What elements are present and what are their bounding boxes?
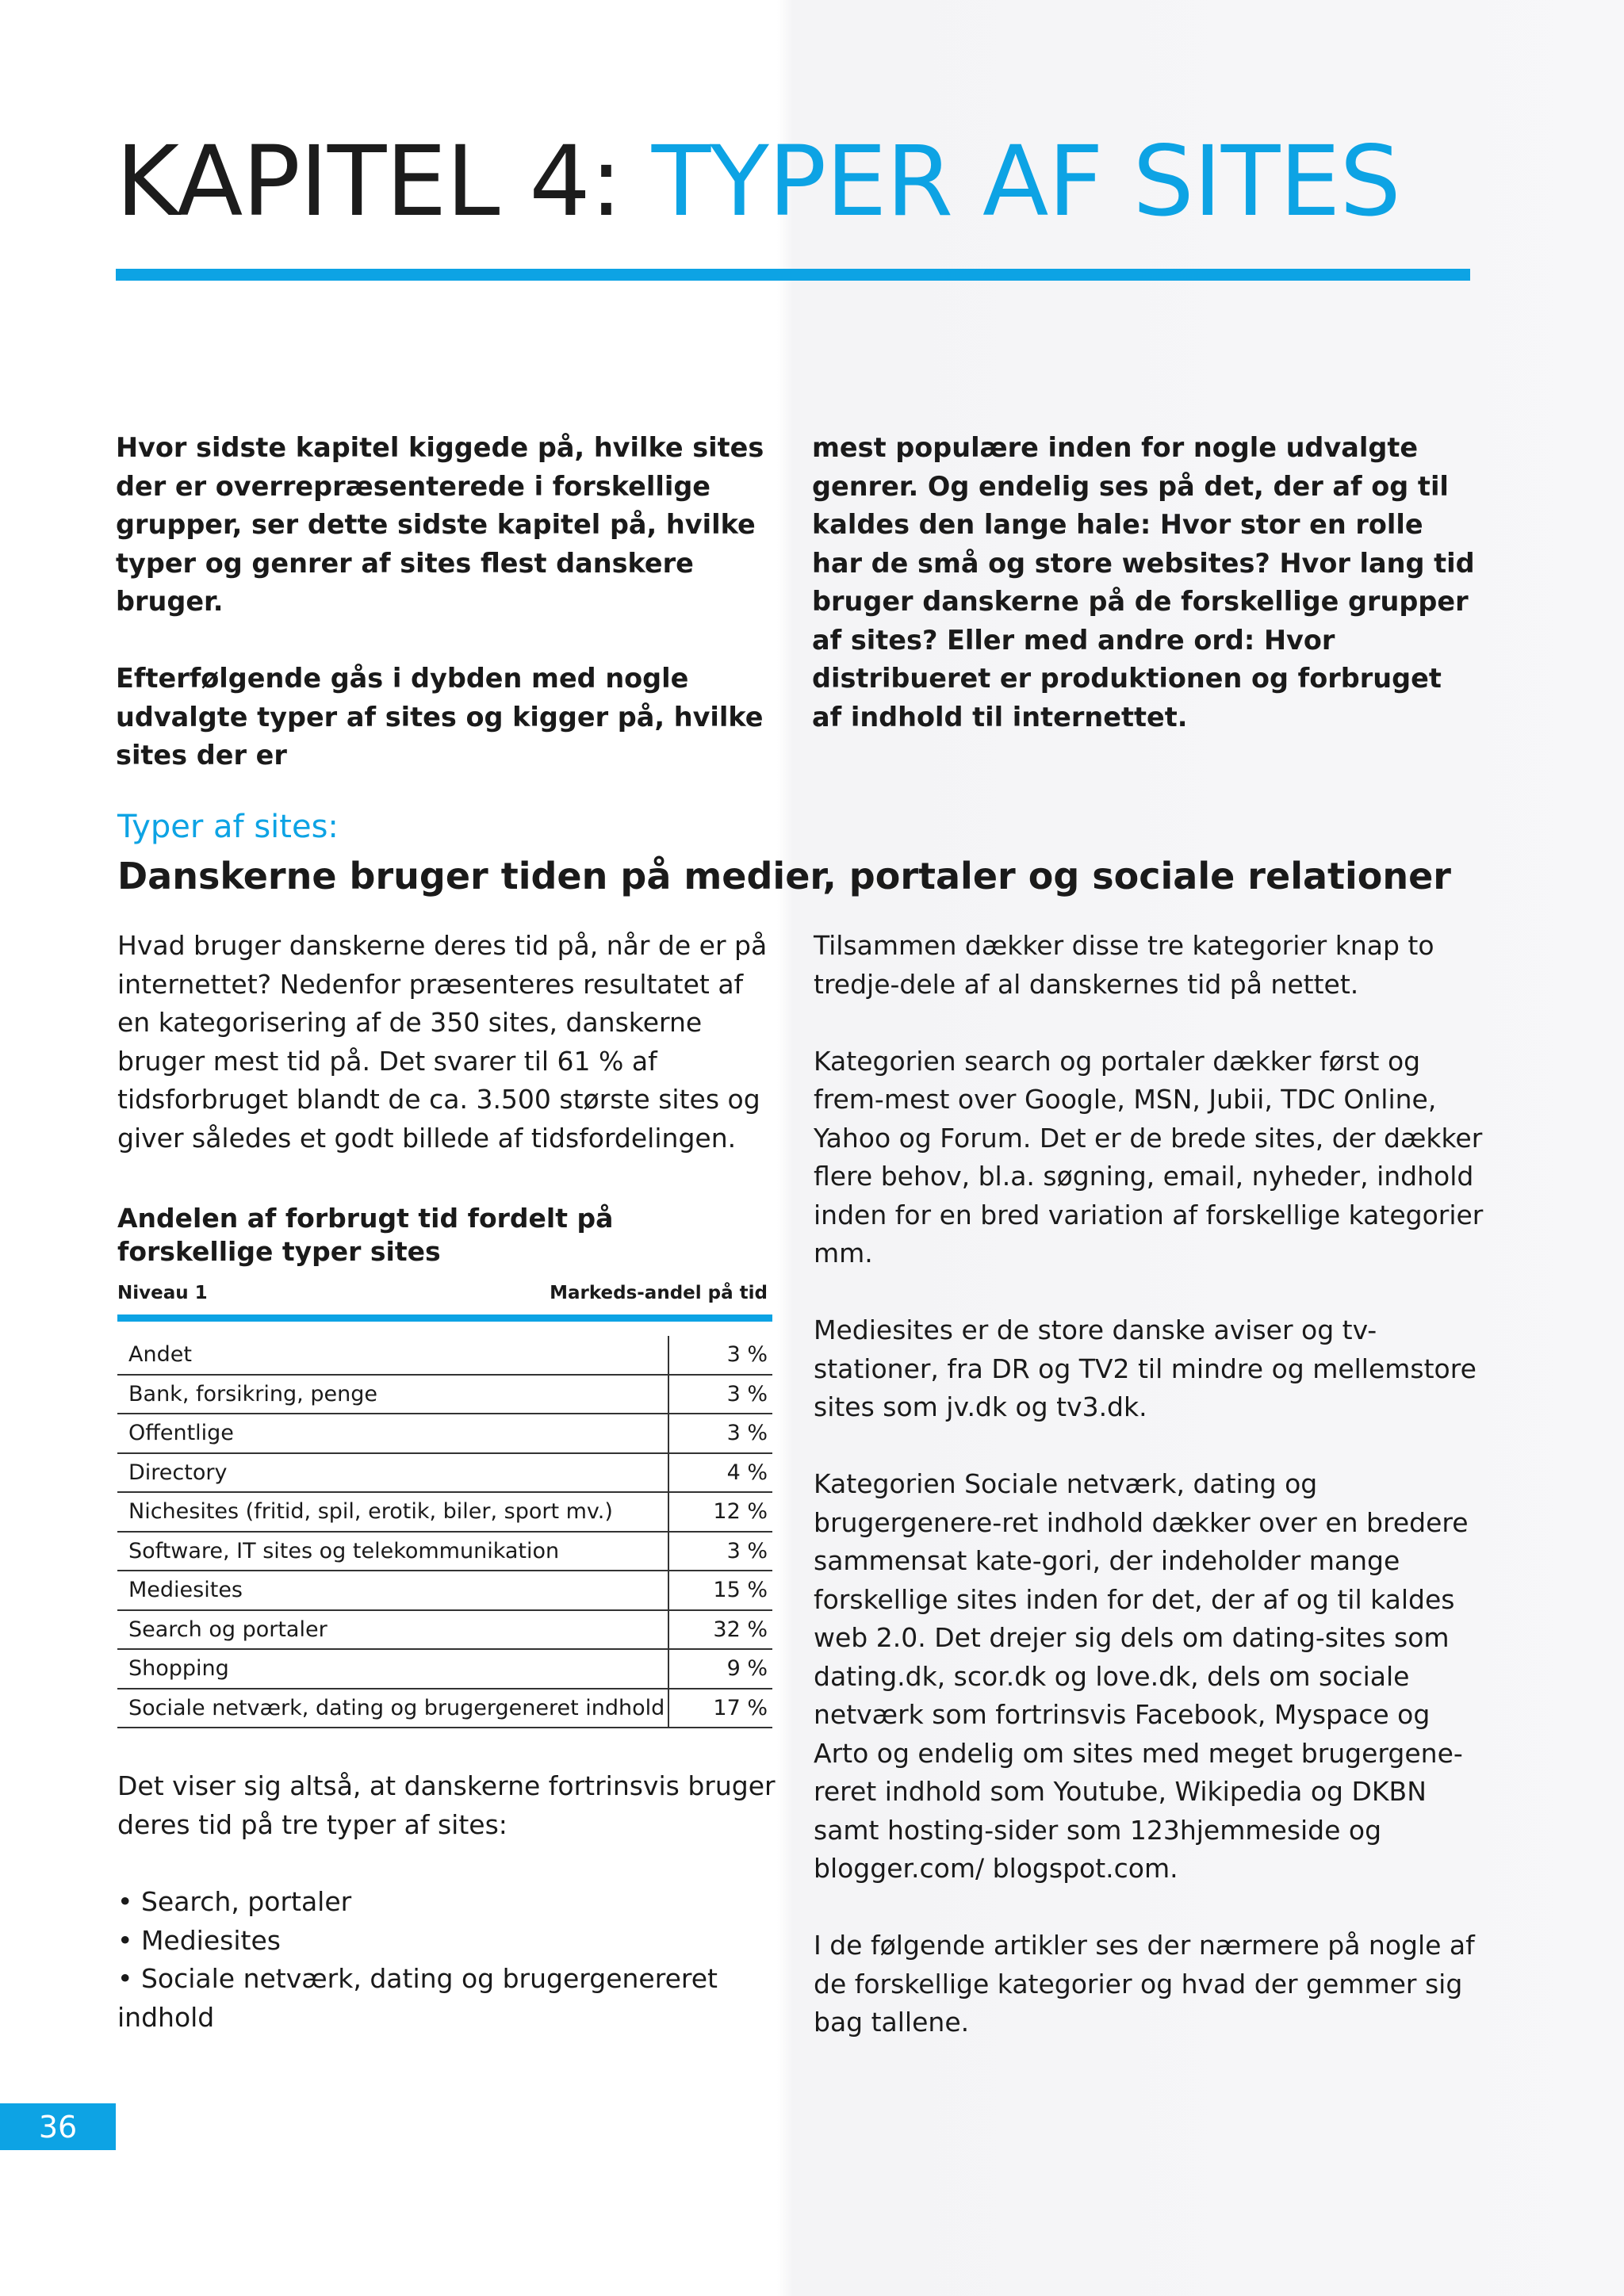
table-row [117,1453,772,1493]
left-column-text-2 [117,1767,776,1883]
title-divider [116,269,1470,281]
section-heading: Danskerne bruger tiden på medier, portaler og sociale relationer [117,855,1451,897]
table-row [117,1492,772,1532]
table-cell-category: Mediesites [117,1571,668,1610]
section-subtitle: Typer af sites: [117,809,339,845]
table-col-header-level: Niveau 1 [117,1283,208,1303]
table-cell-value: 3 % [668,1336,772,1375]
market-share-table [117,1336,772,1728]
table-cell-value: 9 % [668,1649,772,1689]
table-row [117,1649,772,1689]
table-cell-value: 15 % [668,1571,772,1610]
table-row [117,1336,772,1375]
table-cell-category: Bank, forsikring, penge [117,1375,668,1414]
table-row [117,1414,772,1453]
table-cell-category: Sociale netværk, dating og brugergeneret indhold [117,1689,668,1728]
table-cell-value: 17 % [668,1689,772,1728]
table-cell-category: Search og portaler [117,1610,668,1650]
body-paragraph: Kategorien Sociale netværk, dating og brugergenere-ret indhold dækker over en bredere sammensat kate-gori, der indeholder mange forskellige sites inden for det, der af og til kaldes web 2.0. Det drejer sig dels om dating-sites som dating.dk, scor.dk og love.dk, dels om sociale netværk som fortrinsvis Facebook, Myspace og Arto og endelig om sites med meget brugergene-reret indhold som Youtube, Wikipedia og DKBN samt hosting-sider som 123hjemmeside og blogger.com/ blogspot.com. [814,1468,1469,1884]
table-row [117,1375,772,1414]
chapter-title [116,125,1400,238]
intro-paragraph-1: Hvor sidste kapitel kiggede på, hvilke sites der er overrepræsenterede i forskellige grupper, ser dette sidste kapitel på, hvilke typer og genrer af sites flest danskere bruger. [116,432,764,617]
table-row [117,1532,772,1571]
table-cell-value: 12 % [668,1492,772,1532]
body-paragraph: Tilsammen dækker disse tre kategorier knap to tredje-dele af al danskernes tid på nettet. [814,930,1434,1000]
intro-right-column [812,429,1478,775]
body-paragraph: Mediesites er de store danske aviser og tv-stationer, fra DR og TV2 til mindre og mellemstore sites som jv.dk og tv3.dk. [814,1314,1477,1422]
intro-paragraph-2: Efterfølgende gås i dybden med nogle udvalgte typer af sites og kigger på, hvilke sites der er [116,663,764,771]
table-cell-value: 3 % [668,1414,772,1453]
table-row [117,1571,772,1610]
page-number [0,2103,116,2150]
table-title: Andelen af forbrugt tid fordelt på forskellige typer sites [117,1203,614,1267]
list-item: • Search, portaler [117,1886,352,1917]
table-cell-category: Offentlige [117,1414,668,1453]
list-item: • Sociale netværk, dating og brugergenereret indhold [117,1963,718,2033]
table-row [117,1689,772,1728]
body-paragraph: Kategorien search og portaler dækker først og frem-mest over Google, MSN, Jubii, TDC Online, Yahoo og Forum. Det er de brede sites, der dækker flere behov, bl.a. søgning, email, nyheder, indhold inden for en bred variation af forskellige kategorier mm. [814,1045,1484,1269]
table-cell-category: Directory [117,1453,668,1493]
table-cell-category: Software, IT sites og telekommunikation [117,1532,668,1571]
intro-left-column [116,429,766,813]
table-header-divider [117,1314,772,1322]
page-number-label: 36 [38,2109,78,2145]
bullet-list [117,1883,776,2037]
table-cell-category: Shopping [117,1649,668,1689]
chapter-title-prefix: KAPITEL 4: [116,125,622,238]
table-cell-value: 4 % [668,1453,772,1493]
table-col-header-share: Markeds-andel på tid [550,1283,768,1303]
body-paragraph: Hvad bruger danskerne deres tid på, når de er på internettet? Nedenfor præsenteres resultatet af en kategorisering af de 350 sites, danskerne bruger mest tid på. Det svarer til 61 % af tidsforbruget blandt de ca. 3.500 største sites og giver således et godt billede af tidsfordelingen. [117,930,768,1154]
intro-paragraph-3: mest populære inden for nogle udvalgte genrer. Og endelig ses på det, der af og til kaldes den lange hale: Hvor stor en rolle har de små og store websites? Hvor lang tid bruger danskerne på de forskellige grupper af sites? Eller med andre ord: Hvor distribueret er produktionen og forbruget af indhold til internettet. [812,432,1475,733]
chapter-title-main: TYPER AF SITES [651,125,1400,238]
table-cell-category: Nichesites (fritid, spil, erotik, biler, sport mv.) [117,1492,668,1532]
table-row [117,1610,772,1650]
left-column-text [117,927,776,1196]
body-paragraph: Det viser sig altså, at danskerne fortrinsvis bruger deres tid på tre typer af sites: [117,1770,776,1840]
table-cell-value: 32 % [668,1610,772,1650]
body-paragraph: I de følgende artikler ses der nærmere på nogle af de forskellige kategorier og hvad der gemmer sig bag tallene. [814,1930,1475,2038]
table-cell-value: 3 % [668,1532,772,1571]
table-cell-category: Andet [117,1336,668,1375]
table-cell-value: 3 % [668,1375,772,1414]
list-item: • Mediesites [117,1924,281,1956]
right-column-text [814,927,1488,2080]
